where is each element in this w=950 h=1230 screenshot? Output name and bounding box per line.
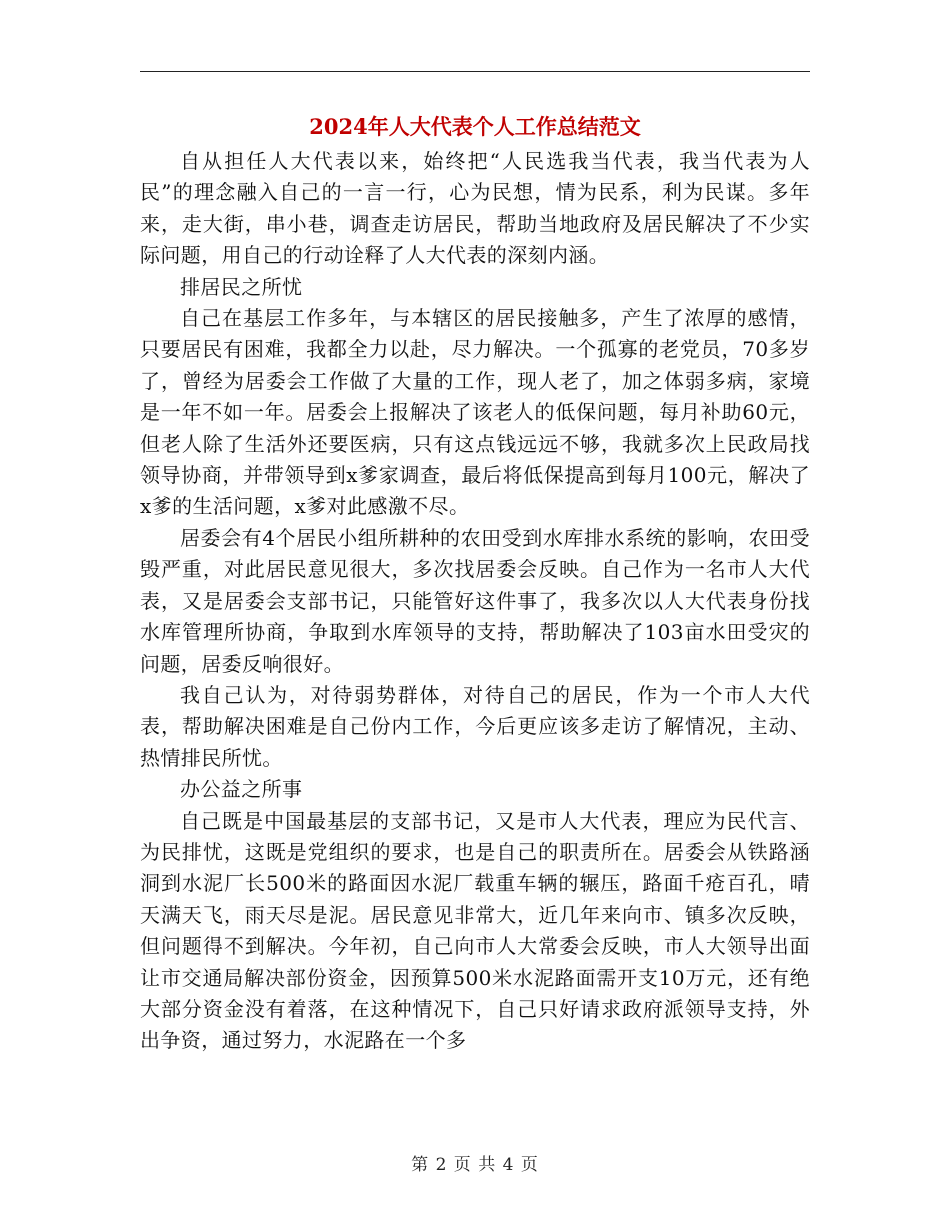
- paragraph-intro: 自从担任人大代表以来，始终把“人民选我当代表，我当代表为人民”的理念融入自己的一言一行，心为民想，情为民系，利为民谋。多年来，走大街，串小巷，调查走访居民，帮助当地政府及居民解决了不少实际问题，用自己的行动诠释了人大代表的深刻内涵。: [140, 149, 810, 268]
- page-number-footer: 第 2 页 共 4 页: [411, 1155, 539, 1175]
- header-rule: [140, 71, 810, 72]
- paragraph-road-repair: 自己既是中国最基层的支部书记，又是市人大代表，理应为民代言、为民排忧，这既是党组织的要求，也是自己的职责所在。居委会从铁路涵洞到水泥厂长500米的路面因水泥厂载重车辆的辗压，路面千疮百孔，晴天满天飞，雨天尽是泥。居民意见非常大，近几年来向市、镇多次反映，但问题得不到解决。今年初，自己向市人大常委会反映，市人大领导出面让市交通局解决部份资金，因预算500米水泥路面需开支10万元，还有绝大部分资金没有着落，在这种情况下，自己只好请求政府派领导支持，外出争资，通过努力，水泥路在一个多: [140, 808, 810, 1053]
- section-heading-public-welfare: 办公益之所事: [180, 777, 303, 802]
- paragraph-farmland: 居委会有4个居民小组所耕种的农田受到水库排水系统的影响，农田受毁严重，对此居民意见很大，多次找居委会反映。自己作为一名市人大代表，又是居委会支部书记，只能管好这件事了，我多次以人大代表身份找水库管理所协商，争取到水库领导的支持，帮助解决了103亩水田受灾的问题，居委反响很好。: [140, 525, 810, 676]
- section-heading-worries: 排居民之所忧: [180, 274, 303, 299]
- document-body: [140, 146, 810, 1057]
- paragraph-reflection: 我自己认为，对待弱势群体，对待自己的居民，作为一个市人大代表，帮助解决困难是自己份内工作，今后更应该多走访了解情况，主动、热情排民所忧。: [140, 682, 810, 770]
- paragraph-elderly-member: 自己在基层工作多年，与本辖区的居民接触多，产生了浓厚的感情，只要居民有困难，我都全力以赴，尽力解决。一个孤寡的老党员，70多岁了，曾经为居委会工作做了大量的工作，现人老了，加之体弱多病，家境是一年不如一年。居委会上报解决了该老人的低保问题，每月补助60元，但老人除了生活外还要医病，只有这点钱远远不够，我就多次上民政局找领导协商，并带领导到x爹家调查，最后将低保提高到每月100元，解决了x爹的生活问题，x爹对此感激不尽。: [140, 306, 810, 519]
- document-title: 2024年人大代表个人工作总结范文: [309, 114, 641, 139]
